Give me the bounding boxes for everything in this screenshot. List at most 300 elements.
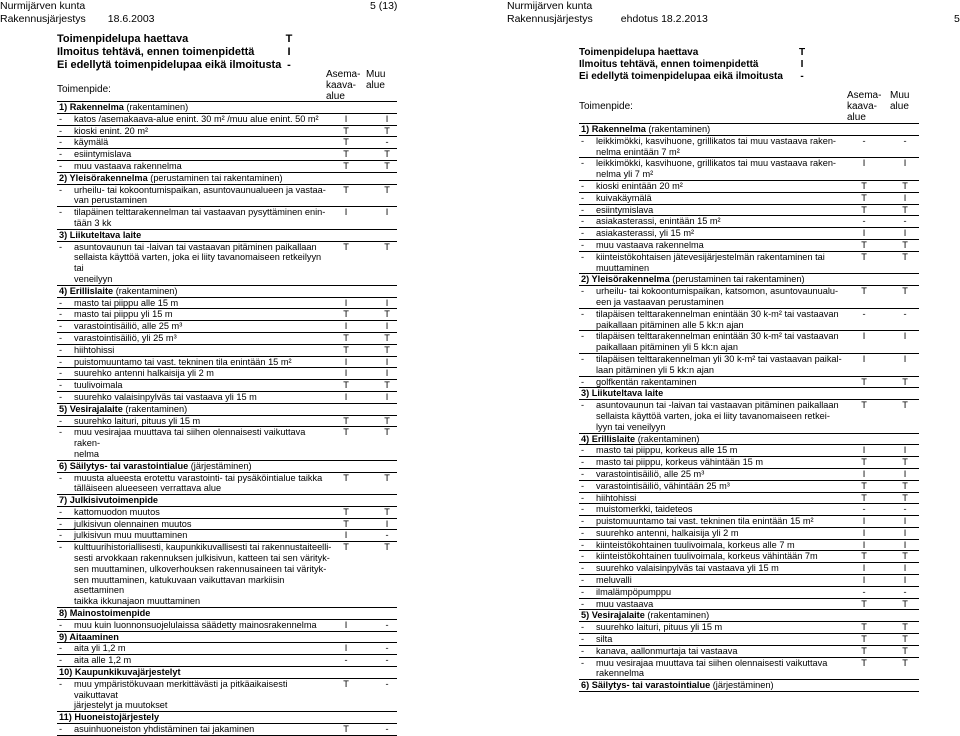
- asemakaava-value: T: [861, 457, 867, 468]
- row-bullet: -: [581, 645, 585, 656]
- legend-text: Ilmoitus tehtävä, ennen toimenpidettä: [57, 46, 255, 58]
- row-text: [596, 205, 851, 216]
- row-text: [74, 137, 333, 148]
- table-row: [579, 240, 919, 252]
- muu-value: -: [903, 504, 907, 515]
- row-text: [74, 519, 333, 530]
- row-text: [596, 286, 851, 308]
- asemakaava-value: T: [861, 551, 867, 562]
- row-bullet: -: [59, 391, 63, 402]
- row-bullet: -: [581, 598, 585, 609]
- row-text: [596, 587, 851, 598]
- row-text-main: muu kuin luonnonsuojelulaissa säädetty mainosrakennelma: [74, 619, 317, 630]
- table-row: [579, 309, 919, 332]
- muu-value: I: [903, 331, 907, 342]
- section-heading-row: [579, 434, 919, 446]
- section-title: [59, 102, 333, 113]
- section-title: [581, 610, 851, 621]
- row-bullet: -: [581, 539, 585, 550]
- asemakaava-value: I: [862, 563, 866, 574]
- row-text-main: muu vesirajaa muuttava tai siihen olennaisesti vaikuttava raken- nelma: [74, 427, 306, 459]
- muu-value: I: [385, 356, 389, 367]
- muu-value: T: [902, 180, 908, 191]
- row-text-main: tilapäisen telttarakennelman enintään 30 k-m² tai vastaavan paikallaan pitäminen yli 5 kk:n ajan: [596, 331, 839, 353]
- section-heading-row: [57, 461, 397, 473]
- row-text: [596, 400, 851, 432]
- row-bullet: -: [581, 158, 585, 169]
- muu-value: T: [902, 551, 908, 562]
- row-text-main: masto tai piippu alle 15 m: [74, 297, 179, 308]
- row-bullet: -: [581, 135, 585, 146]
- muu-value: T: [384, 344, 390, 355]
- row-text: [596, 193, 851, 204]
- section-heading-row: [57, 667, 397, 679]
- row-bullet: -: [581, 634, 585, 645]
- table-row: [579, 563, 919, 575]
- table-row: [57, 473, 397, 496]
- row-text-main: leikkimökki, kasvihuone, grillikatos tai muu vastaava raken- nelma yli 7 m²: [596, 158, 836, 180]
- row-text-main: 6) Säilytys- tai varastointialue: [581, 680, 711, 691]
- table-row: [579, 400, 919, 433]
- row-text-main: muistomerkki, taideteos: [596, 504, 693, 515]
- right-page-number: 5: [954, 13, 960, 25]
- section-heading-row: [57, 173, 397, 185]
- row-bullet: -: [581, 492, 585, 503]
- row-bullet: -: [59, 643, 63, 654]
- asemakaava-value: T: [343, 125, 349, 136]
- row-bullet: -: [581, 239, 585, 250]
- row-text-main: 2) Yleisörakennelma: [581, 274, 670, 285]
- row-text-main: 5) Vesirajalaite: [59, 403, 123, 414]
- legend-text: Ilmoitus tehtävä, ennen toimenpidettä: [579, 59, 759, 70]
- table-row: [579, 469, 919, 481]
- row-text-main: 9) Aitaaminen: [59, 631, 119, 642]
- table-row: [57, 345, 397, 357]
- row-text-main: asiakasterassi, enintään 15 m²: [596, 216, 721, 227]
- muu-value: I: [385, 391, 389, 402]
- row-text: [74, 679, 333, 711]
- row-text: [596, 481, 851, 492]
- row-text-main: kiinteistökohtaisen jätevesijärjestelmän rakentaminen tai muuttaminen: [596, 251, 825, 273]
- asemakaava-value: I: [862, 228, 866, 239]
- muu-value: T: [384, 160, 390, 171]
- muu-value: -: [385, 724, 389, 735]
- section-heading-row: [57, 608, 397, 620]
- row-text: [74, 357, 333, 368]
- row-text: [74, 724, 333, 735]
- muu-value: T: [902, 634, 908, 645]
- row-text-main: muu vastaava rakennelma: [74, 160, 182, 171]
- asemakaava-value: T: [343, 678, 349, 689]
- asemakaava-value: T: [343, 542, 349, 553]
- muu-value: T: [902, 657, 908, 668]
- row-text-main: esiintymislava: [596, 204, 654, 215]
- table-row: [579, 158, 919, 181]
- section-note: (järjestäminen): [188, 460, 252, 471]
- section-note: (rakentaminen): [113, 285, 178, 296]
- section-note: (rakentaminen): [123, 102, 189, 112]
- table-row: [57, 149, 397, 161]
- row-bullet: -: [581, 657, 585, 668]
- section-heading-row: [57, 286, 397, 298]
- row-text-main: 1) Rakennelma: [59, 102, 124, 112]
- section-heading-row: [57, 230, 397, 242]
- legend-text: Ei edellytä toimenpidelupaa eikä ilmoitusta: [57, 59, 282, 71]
- table-row: [57, 724, 397, 736]
- row-bullet: -: [59, 530, 63, 541]
- row-bullet: -: [581, 376, 585, 387]
- asemakaava-value: -: [862, 504, 866, 515]
- row-text-main: 4) Erillislaite: [59, 285, 114, 296]
- muu-value: -: [903, 135, 907, 146]
- asemakaava-value: T: [861, 480, 867, 491]
- section-title: [59, 173, 333, 184]
- section-title: [59, 632, 333, 643]
- table-row: [579, 181, 919, 193]
- left-header-date: 18.6.2003: [107, 13, 155, 25]
- muu-value: I: [903, 228, 907, 239]
- table-row: [579, 136, 919, 159]
- row-bullet: -: [59, 518, 63, 529]
- asemakaava-value: T: [343, 184, 349, 195]
- row-bullet: -: [59, 368, 63, 379]
- row-text: [596, 309, 851, 331]
- row-text-main: kioski enint. 20 m²: [74, 125, 149, 136]
- asemakaava-value: -: [862, 308, 866, 319]
- table-row: [579, 634, 919, 646]
- muu-value: T: [902, 204, 908, 215]
- row-text-main: silta: [596, 634, 613, 645]
- table-row: [579, 646, 919, 658]
- section-title: [581, 124, 851, 135]
- asemakaava-value: T: [861, 180, 867, 191]
- row-bullet: -: [581, 400, 585, 411]
- right-table: [579, 123, 919, 692]
- table-row: [57, 368, 397, 380]
- section-heading-row: [579, 274, 919, 286]
- row-text: [74, 416, 333, 427]
- row-text: [74, 126, 333, 137]
- muu-value: -: [903, 586, 907, 597]
- right-legend: [579, 46, 819, 82]
- asemakaava-value: -: [862, 586, 866, 597]
- legend-mark: T: [798, 47, 806, 58]
- muu-value: T: [384, 380, 390, 391]
- row-text-main: 4) Erillislaite: [581, 433, 636, 444]
- asemakaava-value: T: [343, 427, 349, 438]
- section-title: [59, 712, 333, 723]
- row-bullet: -: [581, 286, 585, 297]
- muu-value: T: [384, 506, 390, 517]
- asemakaava-value: T: [861, 286, 867, 297]
- row-bullet: -: [581, 480, 585, 491]
- legend-mark: I: [287, 46, 291, 58]
- row-text-main: muu vastaava rakennelma: [596, 239, 704, 250]
- row-text-main: 6) Säilytys- tai varastointialue: [59, 460, 189, 471]
- row-text: [596, 658, 851, 680]
- muu-value: T: [384, 309, 390, 320]
- row-text: [74, 542, 333, 607]
- table-row: [57, 242, 397, 286]
- table-row: [57, 298, 397, 310]
- asemakaava-value: T: [343, 332, 349, 343]
- table-row: [57, 161, 397, 173]
- asemakaava-value: T: [861, 239, 867, 250]
- row-text-main: 1) Rakennelma: [581, 124, 646, 134]
- row-text: [596, 504, 851, 515]
- row-text: [74, 207, 333, 229]
- row-text: [74, 114, 333, 125]
- section-title: [59, 230, 333, 241]
- muu-value: T: [384, 332, 390, 343]
- row-text-main: 7) Julkisivutoimenpide: [59, 495, 159, 506]
- row-text: [74, 321, 333, 332]
- row-text-main: suurehko valaisinpylväs tai vastaava yli 15 m: [74, 391, 257, 402]
- asemakaava-value: I: [862, 158, 866, 169]
- table-row: [57, 530, 397, 542]
- muu-value: T: [902, 376, 908, 387]
- muu-value: -: [385, 619, 389, 630]
- table-row: [57, 207, 397, 230]
- row-bullet: -: [59, 415, 63, 426]
- muu-value: T: [902, 286, 908, 297]
- row-text: [74, 655, 333, 666]
- muu-value: I: [903, 563, 907, 574]
- row-text: [596, 240, 851, 251]
- row-text-main: suurehko antenni halkaisija yli 2 m: [74, 368, 214, 379]
- row-bullet: -: [59, 125, 63, 136]
- table-row: [579, 622, 919, 634]
- section-title: [59, 286, 333, 297]
- asemakaava-value: I: [344, 297, 348, 308]
- muu-value: T: [902, 457, 908, 468]
- row-text: [74, 242, 333, 285]
- row-text-main: tuulivoimala: [74, 380, 123, 391]
- muu-value: I: [385, 368, 389, 379]
- table-row: [579, 205, 919, 217]
- section-heading-row: [57, 712, 397, 724]
- asemakaava-value: T: [861, 192, 867, 203]
- row-text: [596, 158, 851, 180]
- row-text-main: 5) Vesirajalaite: [581, 610, 645, 621]
- asemakaava-value: T: [861, 204, 867, 215]
- row-bullet: -: [59, 356, 63, 367]
- row-text: [596, 216, 851, 227]
- section-title: [581, 434, 851, 445]
- legend-text: Ei edellytä toimenpidelupaa eikä ilmoitusta: [579, 71, 783, 82]
- table-row: [579, 551, 919, 563]
- left-header-doc: Rakennusjärjestys: [0, 13, 86, 25]
- row-text-main: varastointisäiliö, alle 25 m³: [74, 321, 183, 332]
- row-bullet: -: [59, 344, 63, 355]
- legend-mark: -: [800, 71, 804, 82]
- asemakaava-value: T: [343, 724, 349, 735]
- muu-value: T: [384, 542, 390, 553]
- muu-value: I: [903, 353, 907, 364]
- table-row: [579, 445, 919, 457]
- row-text-main: 3) Liikuteltava laite: [59, 229, 142, 240]
- table-row: [579, 540, 919, 552]
- row-text: [596, 228, 851, 239]
- right-header-date: ehdotus 18.2.2013: [620, 13, 708, 25]
- left-header-municipality: Nurmijärven kunta: [0, 0, 86, 12]
- table-row: [57, 416, 397, 428]
- row-bullet: -: [581, 353, 585, 364]
- table-row: [57, 679, 397, 712]
- muu-value: I: [903, 539, 907, 550]
- row-bullet: -: [59, 160, 63, 171]
- row-text: [74, 380, 333, 391]
- section-title: [59, 667, 333, 678]
- table-row: [579, 658, 919, 681]
- section-heading-row: [57, 632, 397, 644]
- row-text-main: suurehko laituri, pituus yli 15 m: [596, 622, 723, 633]
- right-col-muu: Muu alue: [890, 90, 910, 112]
- table-row: [57, 542, 397, 608]
- section-note: (järjestäminen): [710, 680, 774, 691]
- row-bullet: -: [581, 308, 585, 319]
- row-bullet: -: [59, 619, 63, 630]
- asemakaava-value: I: [862, 468, 866, 479]
- row-text-main: 10) Kaupunkikuvajärjestelyt: [59, 667, 181, 678]
- row-bullet: -: [59, 332, 63, 343]
- asemakaava-value: T: [343, 160, 349, 171]
- row-text: [74, 530, 333, 541]
- section-heading-row: [579, 680, 919, 692]
- section-heading-row: [57, 102, 397, 114]
- muu-value: I: [385, 113, 389, 124]
- muu-value: T: [384, 415, 390, 426]
- right-header: [507, 0, 708, 26]
- row-text: [74, 161, 333, 172]
- row-text: [596, 575, 851, 586]
- row-text-main: muusta alueesta erotettu varastointi- tai pysäköintialue taikka tälläiseen alueeseen verrattava alue: [74, 472, 323, 494]
- row-text: [74, 333, 333, 344]
- row-bullet: -: [581, 563, 585, 574]
- row-text-main: varastointisäiliö, vähintään 25 m³: [596, 480, 730, 491]
- section-title: [581, 388, 851, 399]
- legend-text: Toimenpidelupa haettava: [57, 33, 189, 45]
- left-col-muu: Muu alue: [366, 69, 386, 91]
- row-bullet: -: [59, 724, 63, 735]
- row-text-main: meluvalli: [596, 575, 632, 586]
- row-text-main: kioski enintään 20 m²: [596, 180, 683, 191]
- table-row: [57, 309, 397, 321]
- row-bullet: -: [581, 457, 585, 468]
- row-bullet: -: [59, 472, 63, 483]
- table-row: [57, 655, 397, 667]
- row-bullet: -: [581, 504, 585, 515]
- asemakaava-value: T: [343, 344, 349, 355]
- row-text-main: 2) Yleisörakennelma: [59, 172, 148, 183]
- asemakaava-value: T: [861, 645, 867, 656]
- section-heading-row: [57, 404, 397, 416]
- row-text: [596, 551, 851, 562]
- muu-value: -: [903, 308, 907, 319]
- row-bullet: -: [59, 506, 63, 517]
- row-text-main: kulttuurihistoriallisesti, kaupunkikuvallisesti tai rakennustaiteelli- sesti arvokkaan rakennuksen julkisivun, katteen tai sen värityk- sen muuttaminen, ulkoverhouksen rakennusaineen tai värityk- sen muuttaminen, katukuvaan vaikuttavan markiisin asettaminen taikka ikkunajaon muuttaminen: [74, 542, 332, 607]
- row-text: [74, 392, 333, 403]
- row-text-main: puistomuuntamo tai vast. tekninen tila enintään 15 m²: [596, 516, 814, 527]
- row-bullet: -: [59, 137, 63, 148]
- asemakaava-value: I: [344, 321, 348, 332]
- muu-value: T: [902, 239, 908, 250]
- table-row: [57, 643, 397, 655]
- asemakaava-value: I: [862, 539, 866, 550]
- row-text: [596, 252, 851, 274]
- row-text: [74, 298, 333, 309]
- row-text: [74, 473, 333, 495]
- row-text: [596, 331, 851, 353]
- row-text: [74, 507, 333, 518]
- row-bullet: -: [581, 251, 585, 262]
- section-note: (rakentaminen): [635, 433, 700, 444]
- muu-value: -: [385, 530, 389, 541]
- section-note: (rakentaminen): [122, 403, 188, 414]
- row-text: [596, 528, 851, 539]
- muu-value: T: [384, 149, 390, 160]
- left-table: [57, 101, 397, 736]
- row-bullet: -: [581, 180, 585, 191]
- muu-value: -: [385, 678, 389, 689]
- row-text: [596, 377, 851, 388]
- legend-mark: T: [285, 33, 293, 45]
- row-text-main: tilapäisen telttarakennelman enintään 30 k-m² tai vastaavan paikallaan pitäminen alle 5 kk:n ajan: [596, 308, 839, 330]
- row-text: [74, 643, 333, 654]
- row-text-main: aita alle 1,2 m: [74, 655, 132, 666]
- row-bullet: -: [581, 331, 585, 342]
- muu-value: T: [384, 125, 390, 136]
- section-title: [581, 274, 851, 285]
- right-header-doc: Rakennusjärjestys: [507, 13, 593, 25]
- row-text: [596, 599, 851, 610]
- row-bullet: -: [581, 228, 585, 239]
- row-bullet: -: [581, 575, 585, 586]
- asemakaava-value: I: [862, 445, 866, 456]
- table-row: [57, 321, 397, 333]
- table-row: [579, 493, 919, 505]
- row-text: [596, 634, 851, 645]
- muu-value: I: [385, 297, 389, 308]
- section-title: [59, 461, 333, 472]
- asemakaava-value: T: [343, 380, 349, 391]
- asemakaava-value: I: [344, 619, 348, 630]
- row-bullet: -: [581, 551, 585, 562]
- row-bullet: -: [581, 622, 585, 633]
- table-row: [57, 392, 397, 404]
- left-page-number: 5 (13): [370, 0, 398, 12]
- row-text: [596, 181, 851, 192]
- section-heading-row: [579, 388, 919, 400]
- asemakaava-value: T: [861, 400, 867, 411]
- row-text-main: katos /asemakaava-alue enint. 30 m² /muu alue enint. 50 m²: [74, 113, 319, 124]
- row-text-main: suurehko laituri, pituus yli 15 m: [74, 415, 201, 426]
- row-text: [74, 345, 333, 356]
- table-row: [57, 114, 397, 126]
- table-row: [57, 507, 397, 519]
- muu-value: I: [903, 527, 907, 538]
- row-text-main: aita yli 1,2 m: [74, 643, 126, 654]
- section-title: [59, 495, 333, 506]
- right-col-toimenpide: Toimenpide:: [579, 101, 633, 112]
- row-bullet: -: [59, 113, 63, 124]
- asemakaava-value: T: [861, 492, 867, 503]
- section-heading-row: [579, 124, 919, 136]
- asemakaava-value: -: [862, 135, 866, 146]
- muu-value: T: [902, 251, 908, 262]
- asemakaava-value: T: [861, 634, 867, 645]
- table-row: [579, 331, 919, 354]
